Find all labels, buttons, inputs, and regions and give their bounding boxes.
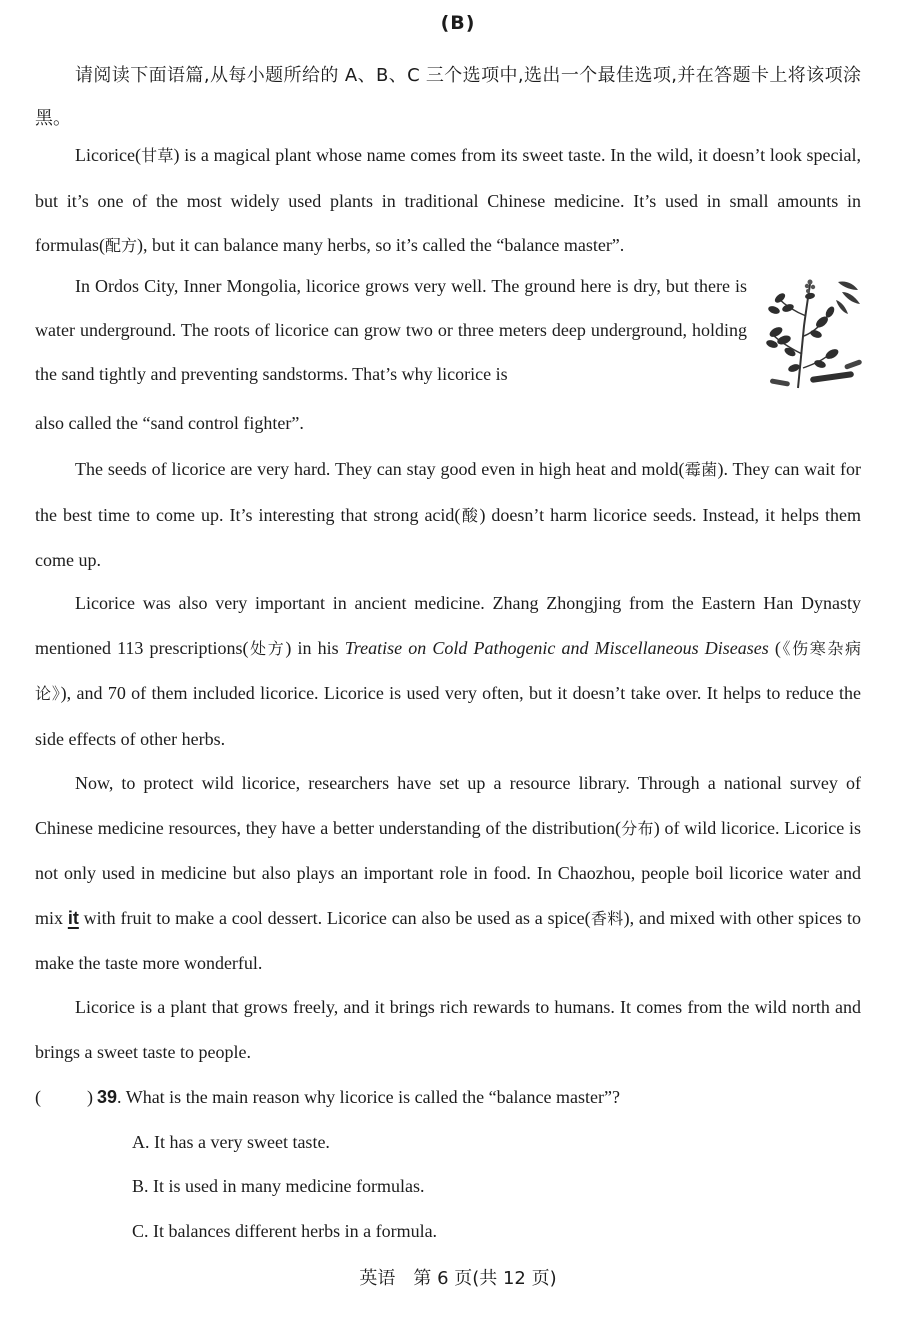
p5-gloss-1: 分布	[620, 818, 654, 838]
option-b: B. It is used in many medicine formulas.	[132, 1176, 425, 1196]
answer-paren-close: )	[87, 1087, 93, 1107]
p4-text-b: ) in his	[285, 637, 345, 658]
answer-blank[interactable]	[35, 1082, 97, 1112]
page-footer: 英语 第 6 页(共 12 页)	[359, 1268, 557, 1289]
paragraph-6: Licorice is a plant that grows freely, and it brings rich rewards to humans. It comes from the wild north and brings a sweet taste to people.	[35, 997, 861, 1062]
p4-gloss-1: 处方	[248, 638, 286, 658]
underlined-word-it: it	[67, 907, 79, 928]
paragraph-2-tail: also called the “sand control fighter”.	[35, 413, 304, 433]
p4-text-c: (	[768, 637, 781, 658]
p1-text-b: ) is a magical plant whose name comes from its sweet taste. In the wild, it doesn’t look special, but it’s one of the most widely used plants in traditional Chinese medicine. It’s used in small amounts in formulas(	[35, 145, 861, 255]
p3-text-a: The seeds of licorice are very hard. They can stay good even in high heat and mold(	[75, 459, 685, 479]
question-number: 39	[97, 1087, 118, 1107]
licorice-plant-illustration	[758, 276, 866, 392]
p5-text-c: with fruit to make a cool dessert. Licorice can also be used as a spice(	[78, 907, 591, 928]
p5-gloss-2: 香料	[590, 908, 624, 928]
paragraph-2: In Ordos City, Inner Mongolia, licorice grows very well. The ground here is dry, but there is water underground. The roots of licorice can grow two or three meters deep underground, holding the sand tightly and preventing sandstorms. That’s why licorice is	[35, 276, 747, 384]
paragraph-1	[35, 133, 861, 269]
option-a: A. It has a very sweet taste.	[132, 1132, 330, 1152]
reading-instruction: 请阅读下面语篇,从每小题所给的 A、B、C 三个选项中,选出一个最佳选项,并在答题卡上将该项涂黑。	[35, 65, 861, 129]
p4-text-d: ), and 70 of them included licorice. Licorice is used very often, but it doesn’t take over. It helps to reduce the side effects of other herbs.	[35, 683, 861, 749]
p3-text-b: ). They can wait for the best time to come up. It’s interesting that strong acid(	[35, 459, 861, 525]
p1-text-c: ), but it can balance many herbs, so it’s called the “balance master”.	[137, 235, 625, 255]
p4-text-a: Licorice was also very important in ancient medicine. Zhang Zhongjing from the Eastern Han Dynasty mentioned 113 prescriptions(	[35, 593, 861, 658]
p3-text-c: ) doesn’t harm licorice seeds. Instead, it helps them come up.	[35, 504, 862, 570]
question-text: . What is the main reason why licorice is called the “balance master”?	[117, 1087, 620, 1107]
p3-gloss-1: 霉菌	[684, 460, 718, 479]
section-heading: (B)	[440, 12, 476, 34]
paragraph-5	[35, 761, 861, 986]
answer-paren-open: (	[35, 1087, 41, 1107]
p1-gloss-2: 配方	[104, 236, 137, 255]
paragraph-3	[35, 447, 861, 583]
p3-gloss-2: 酸	[460, 505, 480, 525]
p5-text-b: ) of wild licorice. Licorice is not only used in medicine but also plays an important role in food. In Chaozhou, people boil licorice water and mix	[35, 817, 861, 928]
p5-text-a: Now, to protect wild licorice, researchers have set up a resource library. Through a national survey of Chinese medicine resources, they have a better understanding of the distribution(	[35, 773, 861, 838]
paragraph-4	[35, 581, 861, 761]
p5-text-d: ), and mixed with other spices to make the taste more wonderful.	[35, 907, 861, 973]
p1-text-a: Licorice(	[75, 145, 141, 165]
question-39	[35, 1082, 620, 1112]
book-title: Treatise on Cold Pathogenic and Miscellaneous Diseases	[344, 637, 769, 658]
p1-gloss-1: 甘草	[140, 146, 174, 165]
option-c: C. It balances different herbs in a formula.	[132, 1221, 438, 1241]
p4-gloss-2: 《伤寒杂病论》	[35, 638, 861, 703]
